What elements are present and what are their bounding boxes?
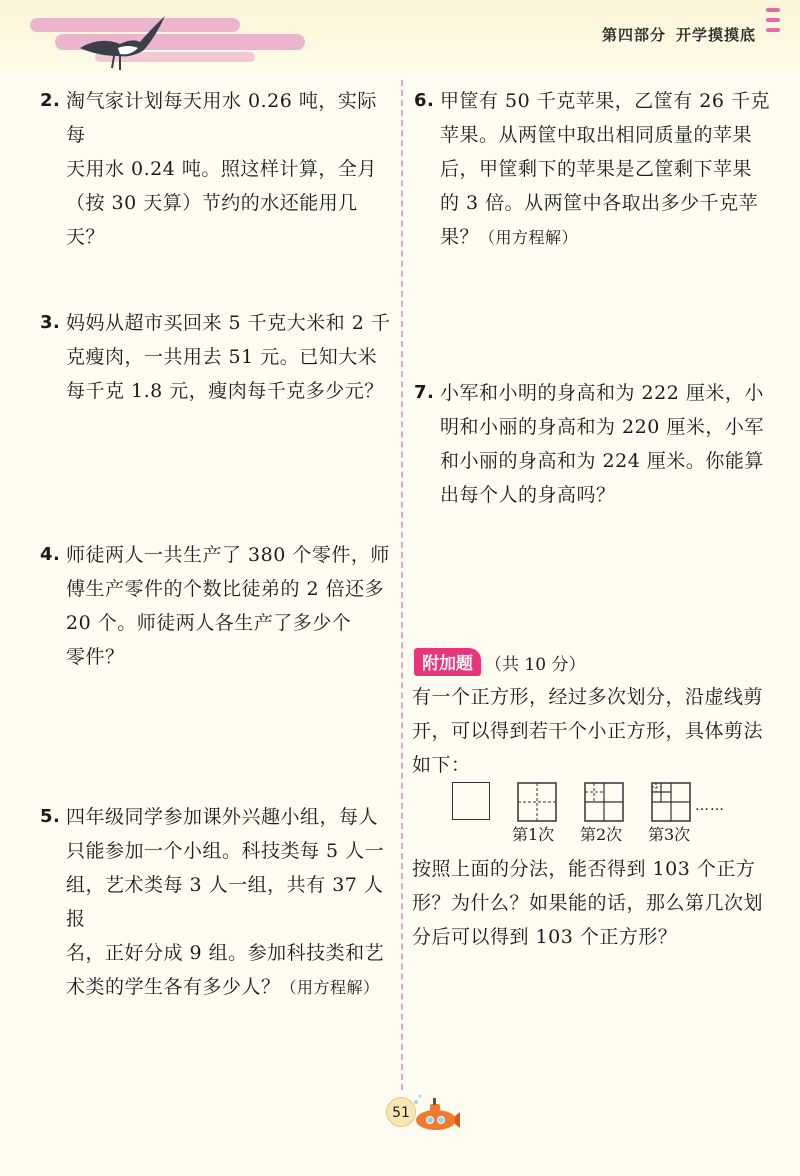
question-number: 5. <box>40 806 61 827</box>
question-5 <box>40 800 396 1005</box>
square-figure-1 <box>517 782 557 822</box>
figure-label-1: 第1次 <box>512 825 555 844</box>
header-section: 第四部分 <box>601 26 666 44</box>
header-section-title <box>602 24 756 45</box>
question-line: 天用水 0.24 吨。照这样计算，全月 <box>66 158 377 180</box>
question-note: （用方程解） <box>479 228 579 247</box>
question-line: 只能参加一个小组。科技类每 5 人一 <box>66 840 385 862</box>
question-line: 和小丽的身高和为 224 厘米。你能算 <box>440 450 764 472</box>
seagull-icon <box>70 8 180 78</box>
bonus-heading <box>414 648 585 676</box>
page-number: 51 <box>386 1097 416 1127</box>
question-line: 每千克 1.8 元，瘦肉每千克多少元？ <box>66 380 384 402</box>
question-number: 6. <box>414 90 435 111</box>
question-line: 后，甲筐剩下的苹果是乙筐剩下苹果 <box>440 158 753 180</box>
bonus-line: 按照上面的分法，能否得到 103 个正方 <box>412 858 756 880</box>
question-note: （用方程解） <box>280 978 380 997</box>
question-7 <box>414 376 785 512</box>
question-line: 组，艺术类每 3 人一组，共有 37 人报 <box>66 874 384 930</box>
question-line: 淘气家计划每天用水 0.26 吨，实际每 <box>66 90 377 146</box>
question-line: 20 个。师徒两人各生产了多少个 <box>66 612 352 634</box>
question-2 <box>40 84 396 254</box>
square-figure-0 <box>452 782 490 820</box>
question-4 <box>40 538 396 674</box>
question-line <box>66 970 396 1005</box>
question-line: 名，正好分成 9 组。参加科技类和艺 <box>66 942 385 964</box>
bonus-score: （共 10 分） <box>485 654 586 675</box>
figure-label-2: 第2次 <box>580 825 623 844</box>
column-divider <box>401 80 403 1090</box>
bonus-badge: 附加题 <box>414 648 481 676</box>
header-bars-decoration <box>766 8 780 38</box>
question-line: 的 3 倍。从两筐中各取出多少千克苹 <box>440 192 759 214</box>
question-number: 4. <box>40 544 61 565</box>
header-subtitle: 开学摸摸底 <box>675 26 756 44</box>
figure-label-3: 第3次 <box>648 825 691 844</box>
continuation-dots: …… <box>695 798 725 814</box>
bonus-line: 形？为什么？如果能的话，那么第几次划 <box>412 892 764 914</box>
question-3 <box>40 306 396 408</box>
question-line: 克瘦肉，一共用去 51 元。已知大米 <box>66 346 378 368</box>
bonus-intro <box>412 680 782 782</box>
question-number: 3. <box>40 312 61 333</box>
question-line: 妈妈从超市买回来 5 千克大米和 2 千 <box>66 312 391 334</box>
page-header <box>0 0 800 72</box>
question-number: 7. <box>414 382 435 403</box>
square-figure-2 <box>584 782 624 822</box>
question-line: 出每个人的身高吗？ <box>440 484 616 506</box>
bonus-line: 分后可以得到 103 个正方形？ <box>412 926 678 948</box>
question-line: 苹果。从两筐中取出相同质量的苹果 <box>440 124 753 146</box>
bonus-line: 有一个正方形，经过多次划分，沿虚线剪 <box>412 686 764 708</box>
question-6 <box>414 84 785 255</box>
bonus-line: 开，可以得到若干个小正方形，具体剪法 <box>412 720 764 742</box>
bonus-line: 如下： <box>412 754 471 776</box>
question-line: 小军和小明的身高和为 222 厘米，小 <box>440 382 764 404</box>
question-line: 甲筐有 50 千克苹果，乙筐有 26 千克 <box>440 90 771 112</box>
question-line: 四年级同学参加课外兴趣小组，每人 <box>66 806 379 828</box>
bonus-question <box>412 852 782 954</box>
question-line-text: 术类的学生各有多少人？ <box>66 976 281 998</box>
question-line: （按 30 天算）节约的水还能用几天？ <box>66 192 358 248</box>
question-line: 零件？ <box>66 646 125 668</box>
submarine-icon <box>410 1092 460 1134</box>
question-line: 傅生产零件的个数比徒弟的 2 倍还多 <box>66 578 385 600</box>
question-line <box>440 220 785 255</box>
question-line: 师徒两人一共生产了 380 个零件，师 <box>66 544 390 566</box>
square-figure-3 <box>651 782 691 822</box>
question-number: 2. <box>40 90 61 111</box>
question-line-text: 果？ <box>440 226 480 248</box>
question-line: 明和小丽的身高和为 220 厘米，小军 <box>440 416 764 438</box>
